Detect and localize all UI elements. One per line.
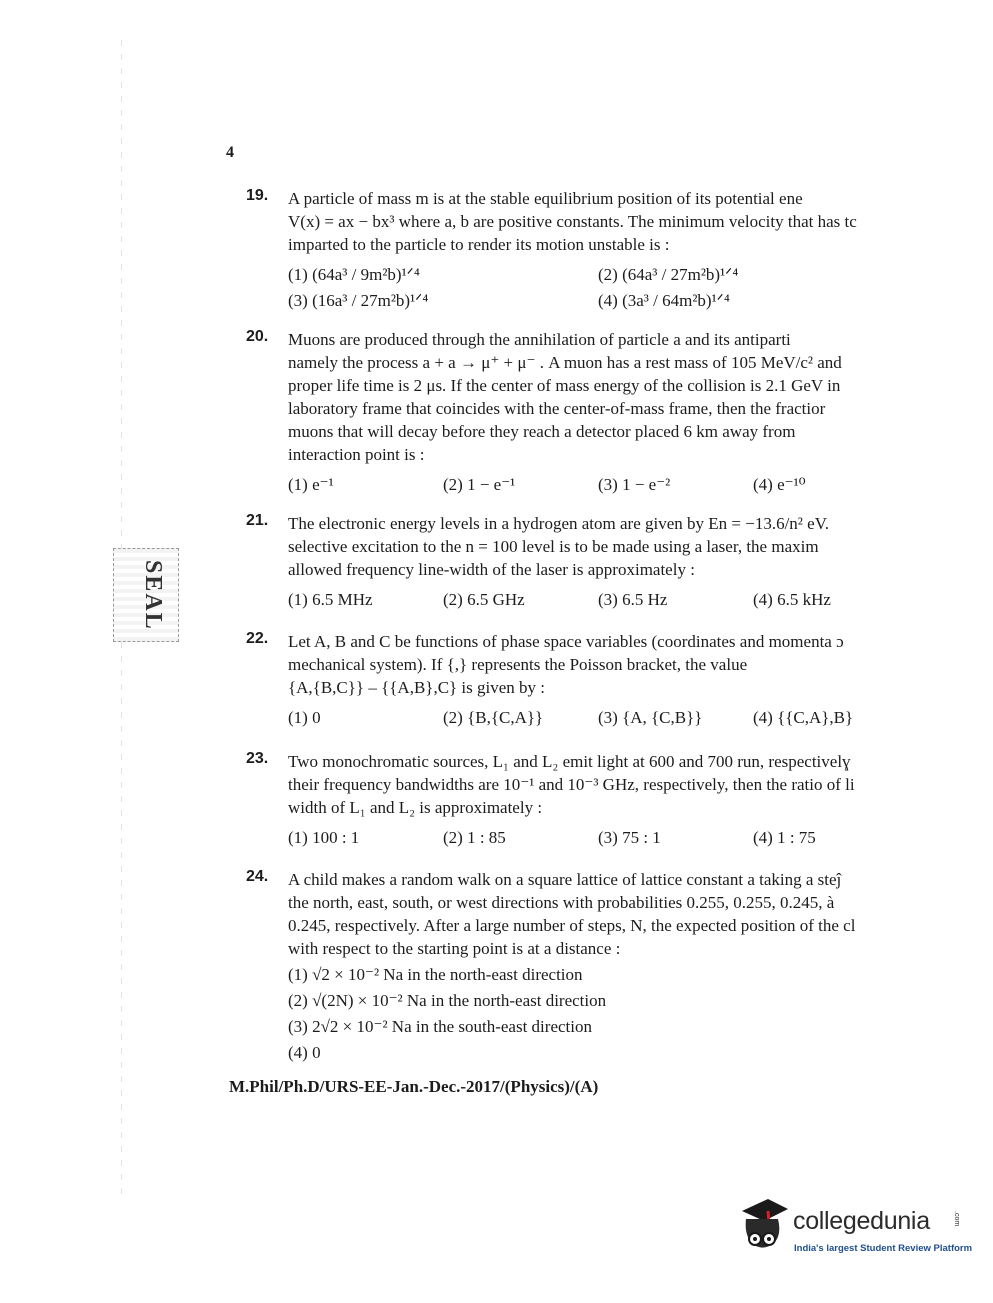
question-text — [288, 187, 926, 256]
option-4[interactable]: (4) 0 — [288, 1043, 321, 1062]
option-4[interactable]: (4) (3a³ / 64m²b)¹ᐟ⁴ — [598, 291, 730, 310]
answer-options — [288, 825, 926, 851]
option-4[interactable]: (4) {{C,A},B} — [753, 708, 854, 727]
question-number: 19. — [246, 187, 269, 204]
question-line: Let A, B and C be functions of phase space variables (coordinates and momenta ɔ — [288, 632, 844, 651]
answer-options — [288, 962, 926, 1066]
option-2[interactable]: (2) (64a³ / 27m²b)¹ᐟ⁴ — [598, 265, 739, 284]
question-21 — [246, 512, 926, 613]
question-line: their frequency bandwidths are 10⁻¹ and 10⁻³ GHz, respectively, then the ratio of li — [288, 775, 855, 794]
seal-text: SEAL — [140, 559, 166, 631]
question-text — [288, 868, 926, 960]
question-line: selective excitation to the n = 100 level is to be made using a laser, the maxim — [288, 537, 819, 556]
collegedunia-logo[interactable] — [738, 1197, 973, 1267]
option-1[interactable]: (1) e⁻¹ — [288, 475, 334, 494]
option-4[interactable]: (4) 6.5 kHz — [753, 590, 831, 609]
question-line: mechanical system). If {,} represents the Poisson bracket, the value — [288, 655, 748, 674]
question-line: A child makes a random walk on a square lattice of lattice constant a taking a steĵ — [288, 870, 842, 889]
question-line: laboratory frame that coincides with the center-of-mass frame, then the fractior — [288, 399, 826, 418]
option-3[interactable]: (3) 75 : 1 — [598, 828, 661, 847]
question-number: 21. — [246, 512, 269, 529]
question-line: the north, east, south, or west directions with probabilities 0.255, 0.255, 0.245, à — [288, 893, 835, 912]
option-1[interactable]: (1) 6.5 MHz — [288, 590, 373, 609]
paper-code-footer: M.Phil/Ph.D/URS-EE-Jan.-Dec.-2017/(Physics)/(A) — [229, 1077, 599, 1096]
question-line: interaction point is : — [288, 445, 425, 464]
question-text — [288, 750, 926, 819]
answer-options — [288, 705, 926, 731]
question-number: 24. — [246, 868, 269, 885]
question-20 — [246, 328, 926, 498]
option-2[interactable]: (2) 1 : 85 — [443, 828, 506, 847]
option-3[interactable]: (3) (16a³ / 27m²b)¹ᐟ⁴ — [288, 291, 429, 310]
option-1[interactable]: (1) (64a³ / 9m²b)¹ᐟ⁴ — [288, 265, 420, 284]
question-23 — [246, 750, 926, 851]
question-text — [288, 512, 926, 581]
question-line: with respect to the starting point is at a distance : — [288, 939, 621, 958]
logo-domain: .com — [953, 1211, 960, 1227]
option-3[interactable]: (3) 6.5 Hz — [598, 590, 668, 609]
option-2[interactable]: (2) {B,{C,A}} — [443, 708, 544, 727]
question-line: imparted to the particle to render its motion unstable is : — [288, 235, 670, 254]
option-4[interactable]: (4) e⁻¹⁰ — [753, 475, 806, 494]
option-2[interactable]: (2) √(2N) × 10⁻² Na in the north-east direction — [288, 991, 607, 1010]
option-1[interactable]: (1) 100 : 1 — [288, 828, 360, 847]
logo-tagline: India's largest Student Review Platform — [794, 1243, 973, 1254]
option-3[interactable]: (3) 1 − e⁻² — [598, 475, 671, 494]
question-text — [288, 328, 926, 466]
question-line: {A,{B,C}} – {{A,B},C} is given by : — [288, 678, 546, 697]
option-1[interactable]: (1) √2 × 10⁻² Na in the north-east direction — [288, 965, 583, 984]
option-4[interactable]: (4) 1 : 75 — [753, 828, 816, 847]
answer-options — [288, 262, 926, 314]
question-line: allowed frequency line-width of the laser is approximately : — [288, 560, 695, 579]
option-1[interactable]: (1) 0 — [288, 708, 321, 727]
answer-options — [288, 472, 926, 498]
question-line: Two monochromatic sources, L₁ and L₂ emit light at 600 and 700 run, respectivelɣ — [288, 752, 851, 771]
question-line: width of L₁ and L₂ is approximately : — [288, 798, 543, 817]
question-line: V(x) = ax − bx³ where a, b are positive constants. The minimum velocity that has tc — [288, 212, 857, 231]
seal-stamp — [113, 548, 179, 642]
question-line: proper life time is 2 μs. If the center of mass energy of the collision is 2.1 GeV in — [288, 376, 841, 395]
question-19 — [246, 187, 926, 314]
question-text — [288, 630, 926, 699]
graduate-mascot-icon — [738, 1197, 790, 1257]
question-line: namely the process a + a → μ⁺ + μ⁻ . A muon has a rest mass of 105 MeV/c² and — [288, 353, 842, 372]
question-number: 23. — [246, 750, 269, 767]
question-22 — [246, 630, 926, 731]
option-2[interactable]: (2) 6.5 GHz — [443, 590, 525, 609]
question-line: A particle of mass m is at the stable equilibrium position of its potential ene — [288, 189, 803, 208]
page-number: 4 — [226, 144, 234, 161]
logo-wordmark: collegedunia — [793, 1207, 930, 1235]
question-line: 0.245, respectively. After a large number of steps, N, the expected position of the cl — [288, 916, 856, 935]
answer-options — [288, 587, 926, 613]
question-line: muons that will decay before they reach a detector placed 6 km away from — [288, 422, 796, 441]
question-24 — [246, 868, 926, 1066]
question-number: 20. — [246, 328, 269, 345]
question-line: The electronic energy levels in a hydrogen atom are given by En = −13.6/n² eV. — [288, 514, 830, 533]
option-3[interactable]: (3) 2√2 × 10⁻² Na in the south-east direction — [288, 1017, 592, 1036]
option-2[interactable]: (2) 1 − e⁻¹ — [443, 475, 516, 494]
option-3[interactable]: (3) {A, {C,B}} — [598, 708, 703, 727]
question-number: 22. — [246, 630, 269, 647]
question-line: Muons are produced through the annihilation of particle a and its antiparti — [288, 330, 791, 349]
